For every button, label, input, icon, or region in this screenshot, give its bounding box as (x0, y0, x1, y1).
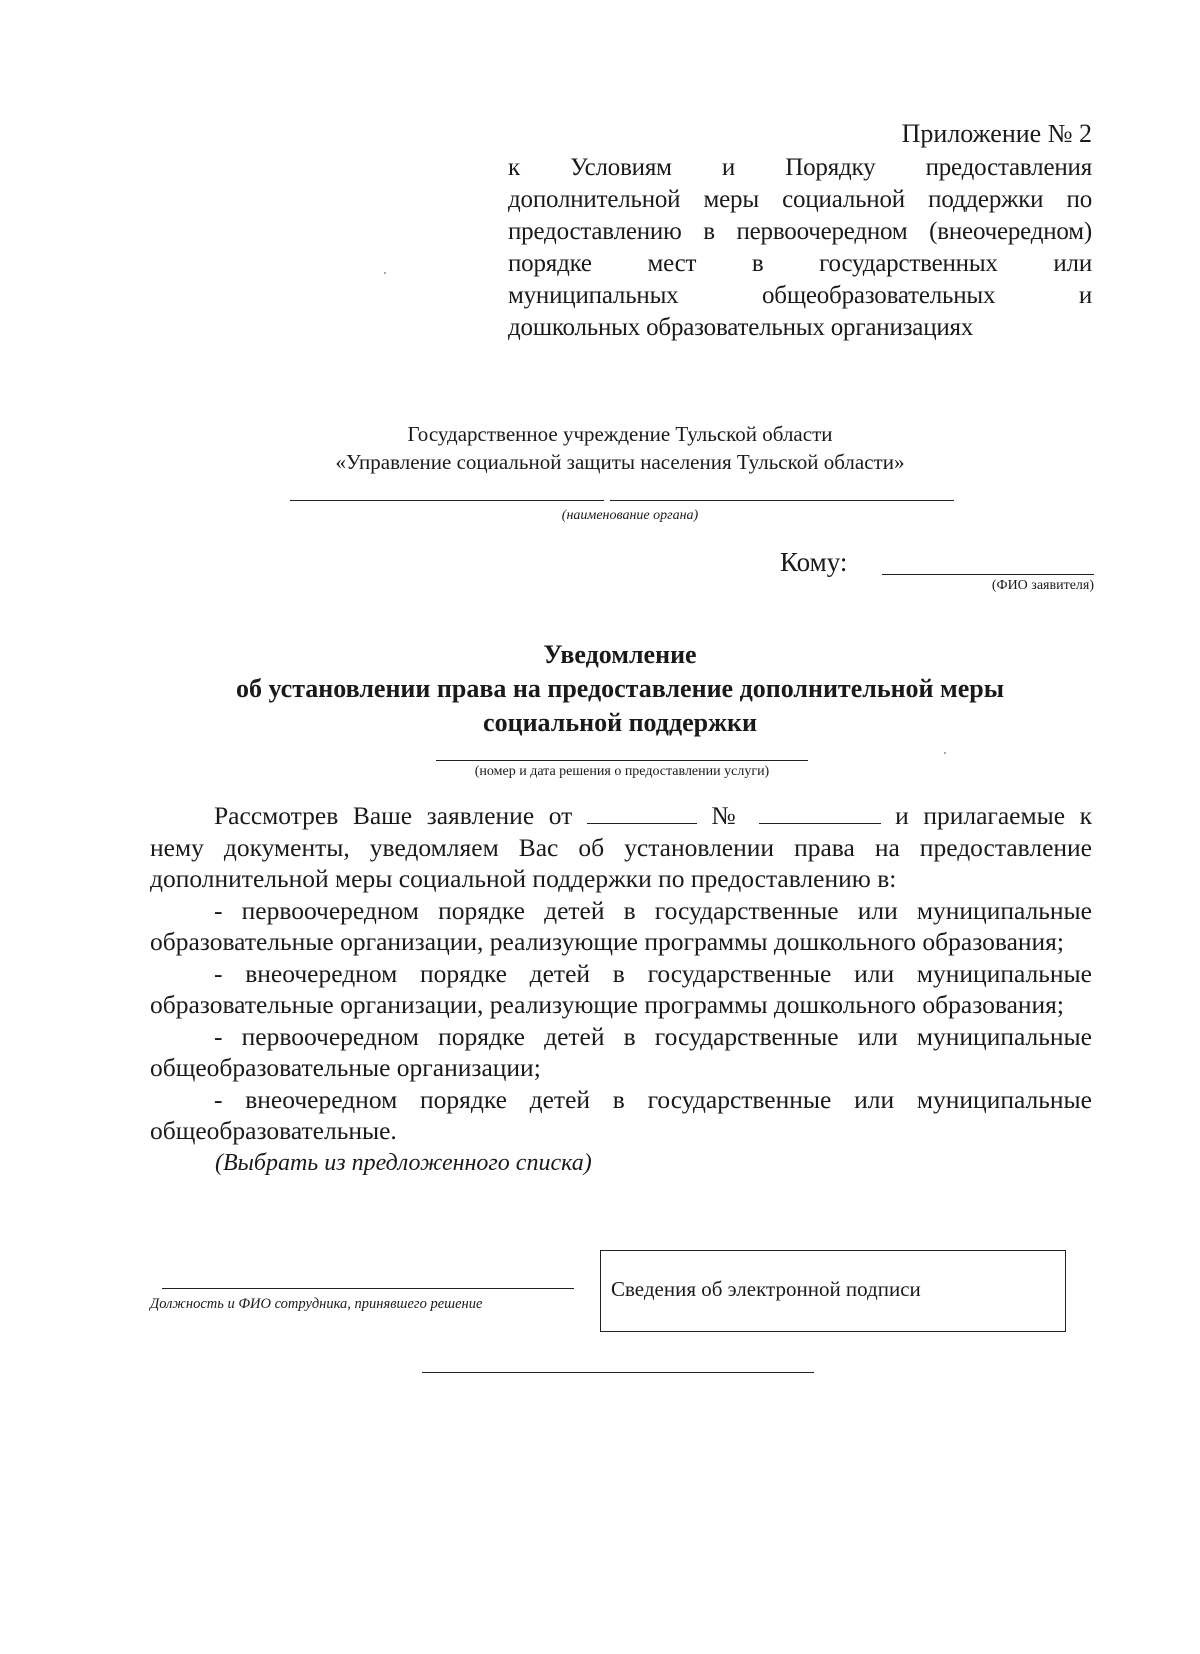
number-sign: № (711, 801, 744, 830)
body-line (150, 800, 1092, 832)
heading-title: Уведомление (543, 640, 697, 669)
org-name-underline-right (610, 500, 954, 501)
organization-line-2: «Управление социальной защиты населения Тульской области» (335, 450, 905, 474)
decision-number-field[interactable] (436, 760, 808, 761)
recipient-caption: (ФИО заявителя) (991, 578, 1094, 593)
recipient-label: Кому: (780, 547, 848, 577)
body-line: дополнительной меры социальной поддержки по предоставлению в: (150, 864, 897, 893)
scan-speck (944, 752, 946, 754)
appendix-line: дополнительной меры социальной поддержки по (508, 186, 1092, 213)
bottom-separator (422, 1372, 814, 1373)
signature-line[interactable] (162, 1288, 574, 1289)
appendix-line: к Условиям и Порядку предоставления (508, 154, 1092, 181)
electronic-signature-box (600, 1250, 1066, 1332)
body-line: нему документы, уведомляем Вас об установлении права на предоставление (150, 832, 1092, 862)
appendix-line: порядке мест в государственных или (508, 250, 1092, 277)
list-item: общеобразовательные организации; (150, 1053, 541, 1082)
heading-subtitle-2: социальной поддержки (483, 708, 757, 737)
body-text-end: и прилагаемые к (895, 801, 1093, 830)
list-item: - внеочередном порядке детей в государственные или муниципальные (214, 958, 1092, 988)
notification-body (150, 800, 1092, 1147)
electronic-signature-label: Сведения об электронной подписи (611, 1277, 921, 1301)
appendix-line: дошкольных образовательных организациях (508, 314, 974, 341)
application-number-field[interactable] (759, 801, 881, 824)
list-item: - первоочередном порядке детей в государственные или муниципальные (214, 895, 1092, 925)
application-date-field[interactable] (587, 801, 697, 824)
org-name-underline-left (290, 500, 604, 501)
organization-caption: (наименование органа) (561, 508, 699, 523)
organization-line-1: Государственное учреждение Тульской области (407, 422, 833, 446)
recipient-name-field[interactable] (882, 574, 1094, 575)
list-item: образовательные организации, реализующие программы дошкольного образования; (150, 990, 1064, 1019)
appendix-line: предоставлению в первоочередном (внеочередном) (508, 218, 1092, 245)
scan-speck (384, 272, 386, 274)
body-text-start: Рассмотрев Ваше заявление от (214, 801, 573, 830)
appendix-reference (508, 152, 1092, 344)
list-item: образовательные организации, реализующие программы дошкольного образования; (150, 927, 1064, 956)
decision-caption: (номер и дата решения о предоставлении услуги) (474, 764, 770, 779)
document-heading (150, 638, 1090, 740)
list-item: общеобразовательные. (150, 1116, 397, 1145)
signature-caption: Должность и ФИО сотрудника, принявшего решение (150, 1296, 483, 1312)
list-item: - первоочередном порядке детей в государственные или муниципальные (214, 1021, 1092, 1051)
choose-instruction: (Выбрать из предложенного списка) (215, 1150, 592, 1176)
appendix-title: Приложение № 2 (901, 119, 1092, 148)
appendix-line: муниципальных общеобразовательных и (508, 282, 1092, 309)
heading-subtitle-1: об установлении права на предоставление дополнительной меры (235, 674, 1005, 703)
organization-name (200, 420, 1040, 476)
list-item: - внеочередном порядке детей в государственные или муниципальные (214, 1084, 1092, 1114)
